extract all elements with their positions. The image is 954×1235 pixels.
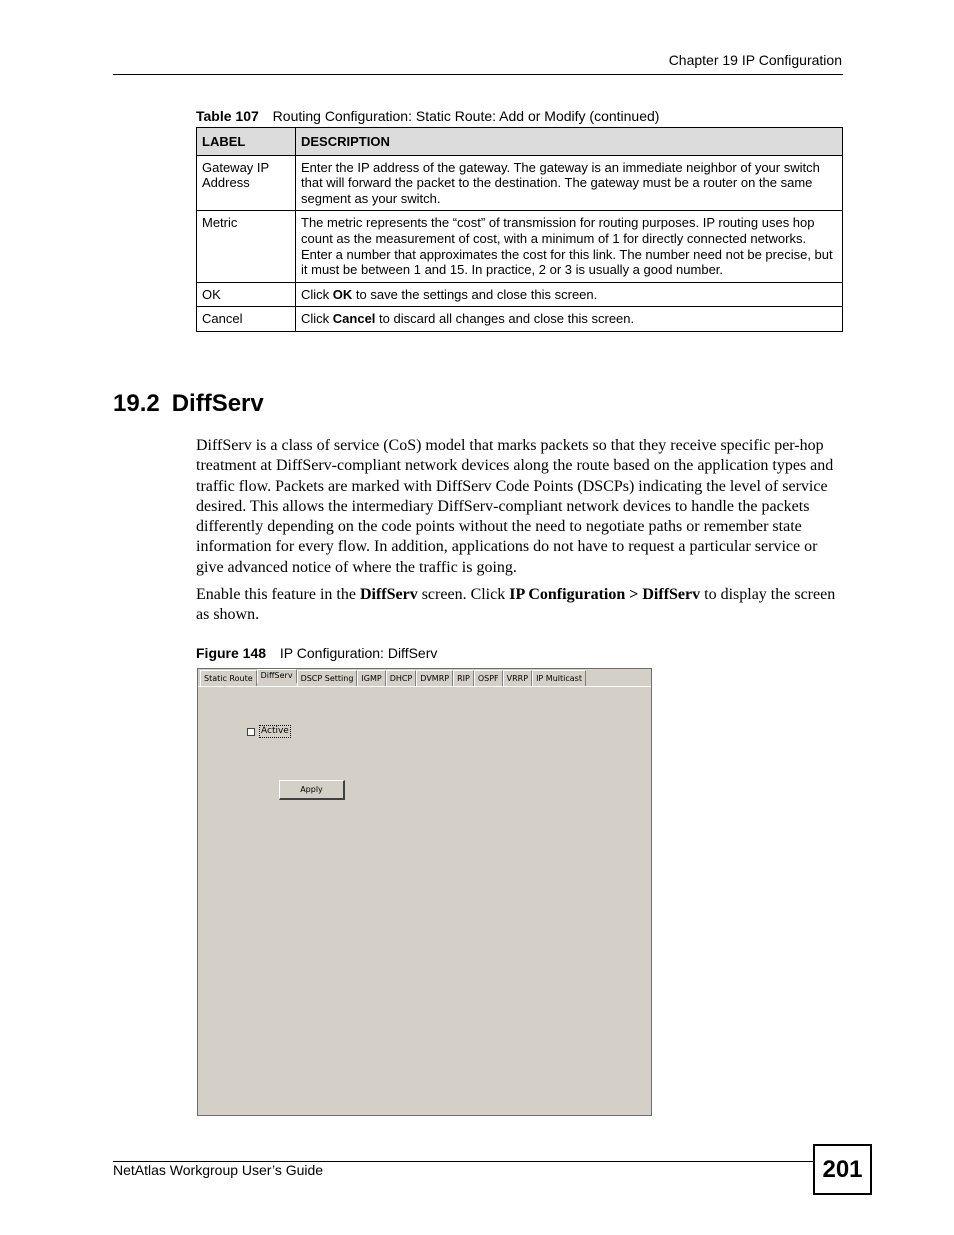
desc-text: to discard all changes and close this screen. bbox=[375, 311, 635, 327]
active-checkbox-label[interactable]: Active bbox=[261, 726, 289, 736]
footer-guide-title: NetAtlas Workgroup User’s Guide bbox=[113, 1162, 324, 1178]
tab-dvmrp[interactable]: DVMRP bbox=[416, 670, 453, 686]
para-text: screen. Click bbox=[417, 586, 510, 603]
row-label: Gateway IP Address bbox=[197, 155, 296, 211]
tab-ospf[interactable]: OSPF bbox=[474, 670, 503, 686]
tab-vrrp[interactable]: VRRP bbox=[503, 670, 532, 686]
row-label: Metric bbox=[197, 211, 296, 282]
figure-caption-number: Figure 148 bbox=[196, 645, 267, 661]
tab-static-route[interactable]: Static Route bbox=[200, 670, 257, 686]
section-number: 19.2 bbox=[113, 390, 160, 417]
row-label: OK bbox=[197, 282, 296, 307]
desc-text: to save the settings and close this screen. bbox=[352, 286, 598, 302]
tab-dhcp[interactable]: DHCP bbox=[386, 670, 417, 686]
row-label: Cancel bbox=[197, 307, 296, 332]
tab-igmp[interactable]: IGMP bbox=[357, 670, 385, 686]
section-title bbox=[113, 390, 264, 418]
header-label: LABEL bbox=[197, 128, 296, 156]
table-header-row bbox=[197, 128, 843, 156]
figure-caption-text: IP Configuration: DiffServ bbox=[279, 645, 438, 661]
header-description: DESCRIPTION bbox=[296, 128, 843, 156]
active-checkbox[interactable] bbox=[247, 728, 255, 736]
desc-bold: Cancel bbox=[332, 311, 376, 327]
paragraph-diffserv-intro: DiffServ is a class of service (CoS) model that marks packets so that they receive specific per-hop treatment at DiffServ-compliant network devices along the route based on the application types and traffic flow. Packets are marked with DiffServ Code Points (DSCPs) indicating the level of service desired. This allows the intermediary DiffServ-compliant network devices to handle the packets differently depending on the code points without the need to negotiate paths or remember state information for every flow. In addition, applications do not have to request a particular service or give advanced notice of where the traffic is going. bbox=[196, 437, 834, 576]
desc-bold: OK bbox=[332, 286, 353, 302]
table-caption-text: Routing Configuration: Static Route: Add or Modify (continued) bbox=[272, 108, 660, 124]
table-row bbox=[197, 282, 843, 307]
tab-diffserv[interactable]: DiffServ bbox=[257, 669, 297, 683]
table-row bbox=[197, 307, 843, 332]
table-row bbox=[197, 155, 843, 211]
figure-caption bbox=[196, 645, 437, 661]
apply-button[interactable]: Apply bbox=[279, 780, 345, 800]
tab-bar bbox=[200, 670, 586, 687]
para-bold: DiffServ bbox=[359, 586, 418, 603]
row-description: Enter the IP address of the gateway. The gateway is an immediate neighbor of your switch that will forward the packet to the destination. The gateway must be a router on the same segment as your switch. bbox=[296, 155, 843, 211]
para-bold: IP Configuration > DiffServ bbox=[509, 586, 701, 603]
routing-config-table bbox=[196, 127, 843, 332]
section-title-text: DiffServ bbox=[171, 390, 264, 417]
row-description: The metric represents the “cost” of transmission for routing purposes. IP routing uses hop count as the measurement of cost, with a minimum of 1 for directly connected networks. Enter a number that approximates the cost for this link. The number need not be precise, but it must be between 1 and 15. In practice, 2 or 3 is usually a good number. bbox=[296, 211, 843, 282]
tab-rip[interactable]: RIP bbox=[453, 670, 474, 686]
tab-dscp-setting[interactable]: DSCP Setting bbox=[297, 670, 358, 686]
row-description bbox=[296, 307, 843, 332]
header-rule bbox=[113, 74, 843, 75]
row-description bbox=[296, 282, 843, 307]
paragraph-enable-feature bbox=[196, 585, 844, 626]
tab-underline bbox=[198, 686, 651, 687]
para-text: Enable this feature in the bbox=[196, 586, 360, 603]
para-text: to display the screen as shown. bbox=[196, 586, 836, 624]
desc-text: Click bbox=[301, 311, 333, 327]
table-row bbox=[197, 211, 843, 282]
table-caption bbox=[196, 108, 659, 124]
diffserv-screenshot-panel bbox=[197, 668, 652, 1116]
chapter-header: Chapter 19 IP Configuration bbox=[668, 52, 842, 68]
desc-text: Click bbox=[301, 286, 333, 302]
table-caption-number: Table 107 bbox=[196, 108, 259, 124]
page-number: 201 bbox=[813, 1144, 872, 1195]
tab-ip-multicast[interactable]: IP Multicast bbox=[532, 670, 586, 686]
